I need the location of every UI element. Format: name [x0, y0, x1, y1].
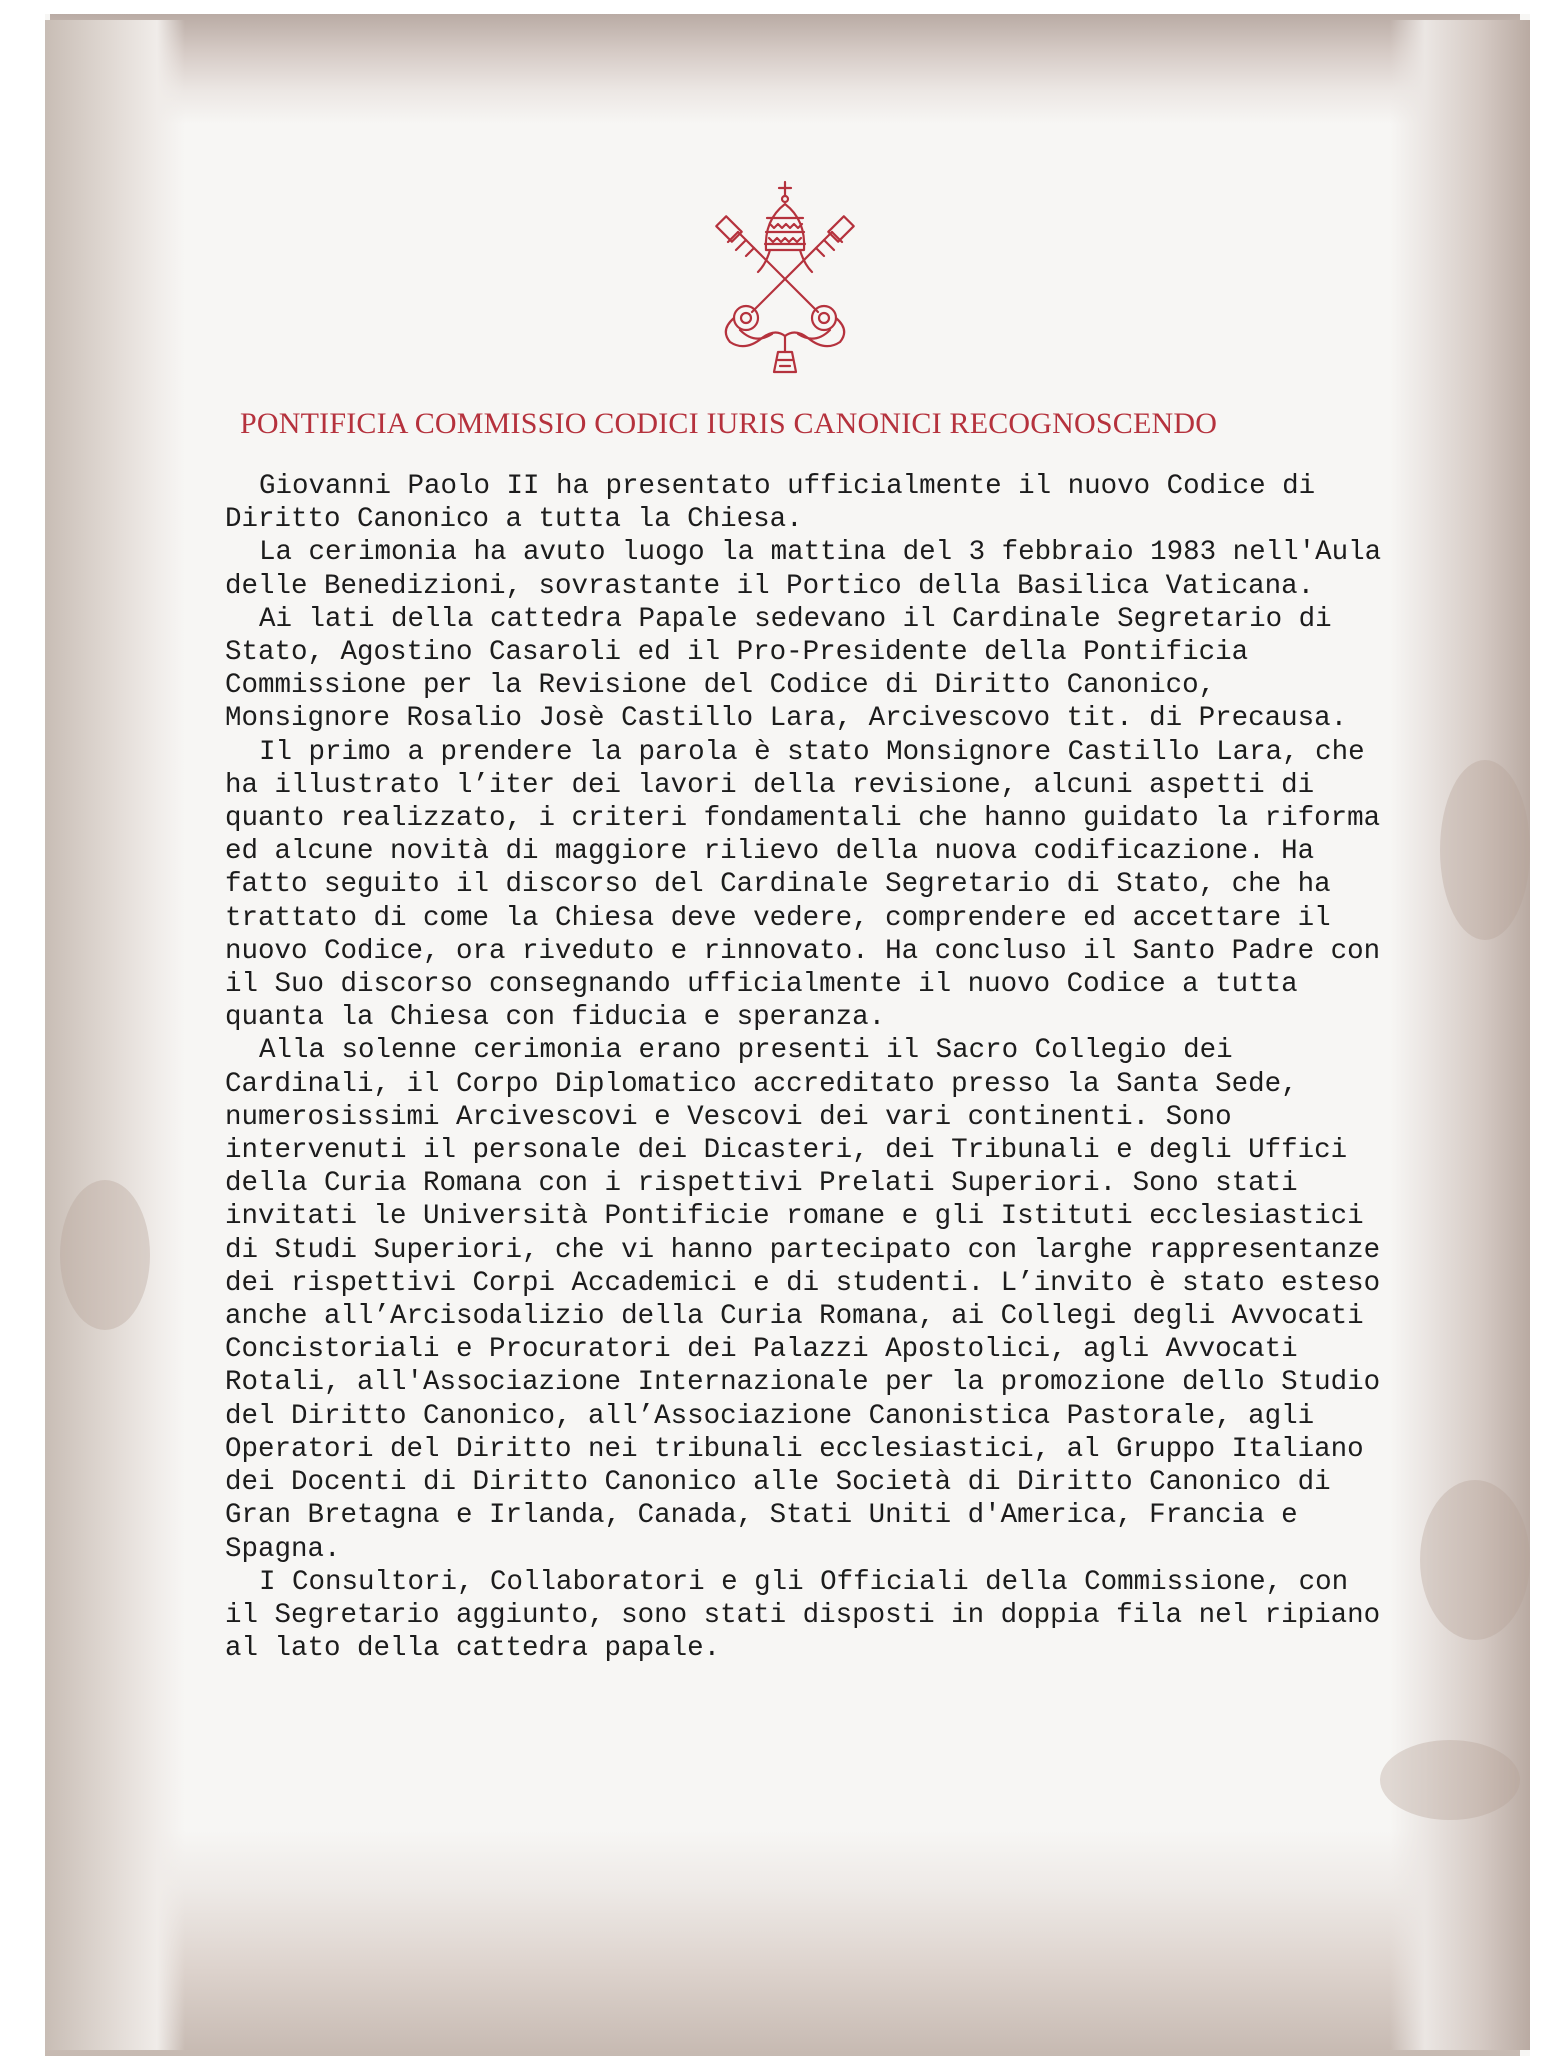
page-border-bottom [40, 1830, 1520, 2060]
page-border-top [50, 14, 1520, 124]
paragraph: I Consultori, Collaboratori e gli Officiali della Commissione, con il Segretario aggiunto, sono stati disposti in doppia fila nel ripiano al lato della cattedra papale. [225, 1566, 1381, 1665]
paragraph: Alla solenne cerimonia erano presenti il Sacro Collegio dei Cardinali, il Corpo Diplomatico accreditato presso la Santa Sede, numerosissimi Arcivescovi e Vescovi dei vari continenti. Sono intervenuti il personale dei Dicasteri, dei Tribunali e degli Uffici della Curia Romana con i rispettivi Prelati Superiori. Sono stati invitati le Università Pontificie romane e gli Istituti ecclesiastici di Studi Superiori, che vi hanno partecipato con larghe rappresentanze dei rispettivi Corpi Accademici e di studenti. L’invito è stato esteso anche all’Arcisodalizio della Curia Romana, ai Collegi degli Avvocati Concistoriali e Procuratori dei Palazzi Apostolici, agli Avvocati Rotali, all'Associazione Internazionale per la promozione dello Studio del Diritto Canonico, all’Associazione Canonistica Pastorale, agli Operatori del Diritto nei tribunali ecclesiastici, al Gruppo Italiano dei Docenti di Diritto Canonico alle Società di Diritto Canonico di Gran Bretagna e Irlanda, Canada, Stati Uniti d'America, Francia e Spagna. [225, 1035, 1381, 1565]
page-margin-left [0, 0, 45, 2070]
papal-keys-tiara-emblem-icon [700, 180, 870, 380]
paper-stain [60, 1180, 150, 1330]
page-margin-bottom [0, 2056, 1563, 2070]
page-margin-top [0, 0, 1563, 14]
paragraph: Giovanni Paolo II ha presentato ufficialmente il nuovo Codice di Diritto Canonico a tutta la Chiesa. [225, 471, 1316, 536]
paragraph: La cerimonia ha avuto luogo la mattina del 3 febbraio 1983 nell'Aula delle Benedizioni, sovrastante il Portico della Basilica Vaticana. [225, 537, 1382, 602]
paragraph: Il primo a prendere la parola è stato Monsignore Castillo Lara, che ha illustrato l’iter dei lavori della revisione, alcuni aspetti di quanto realizzato, i criteri fondamentali che hanno guidato la riforma ed alcune novità di maggiore rilievo della nuova codificazione. Ha fatto seguito il discorso del Cardinale Segretario di Stato, che ha trattato di come la Chiesa deve vedere, comprendere ed accettare il nuovo Codice, ora riveduto e rinnovato. Ha concluso il Santo Padre con il Suo discorso consegnando ufficialmente il nuovo Codice a tutta quanta la Chiesa con fiducia e speranza. [225, 736, 1381, 1034]
paragraph: Ai lati della cattedra Papale sedevano il Cardinale Segretario di Stato, Agostino Casaroli ed il Pro-Presidente della Pontificia Commissione per la Revisione del Codice di Diritto Canonico, Monsignore Rosalio Josè Castillo Lara, Arcivescovo tit. di Precausa. [225, 603, 1348, 735]
page-margin-right [1530, 0, 1563, 2070]
paper-stain [1380, 1740, 1520, 1820]
document-heading: PONTIFICIA COMMISSIO CODICI IURIS CANONICI RECOGNOSCENDO [240, 407, 1218, 440]
paper-stain [1440, 760, 1530, 940]
document-body [225, 470, 1385, 1665]
paper-stain [1420, 1480, 1530, 1640]
page-border-left [45, 20, 185, 2050]
